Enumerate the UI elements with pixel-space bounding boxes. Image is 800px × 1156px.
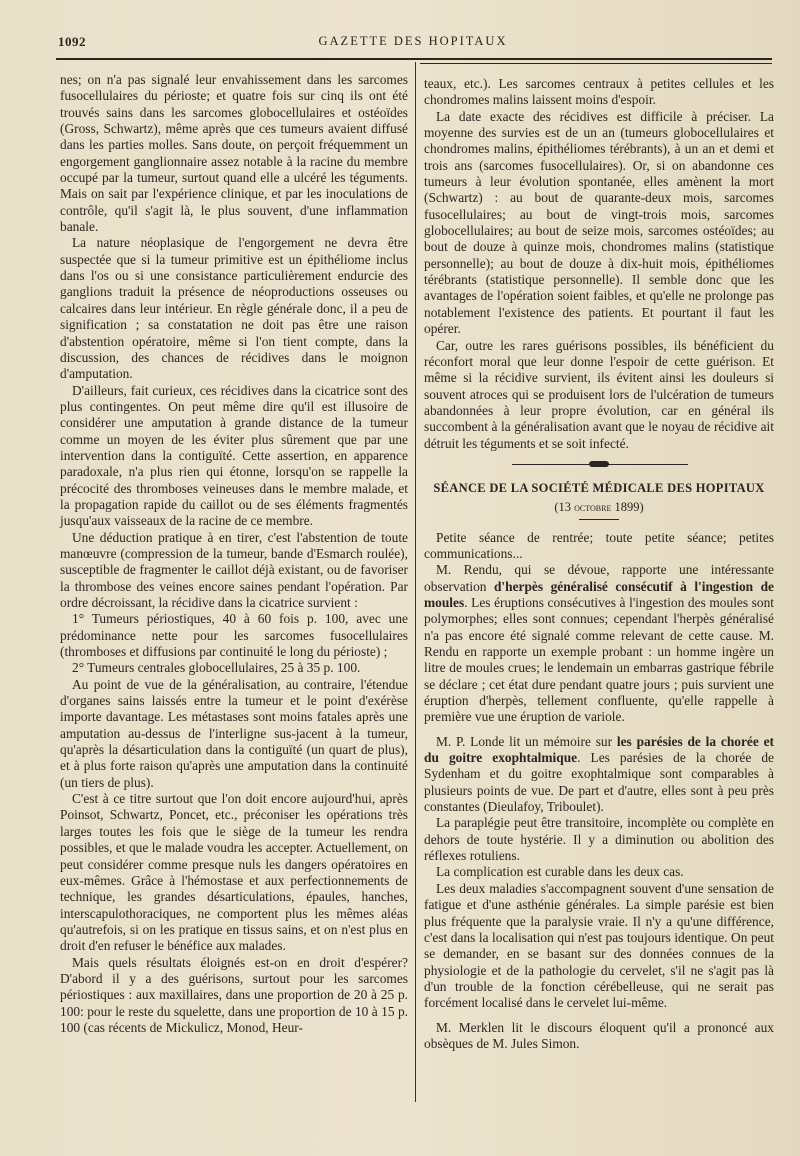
- journal-title: GAZETTE DES HOPITAUX: [318, 34, 508, 48]
- paragraph: C'est à ce titre surtout que l'on doit encore aujourd'hui, après Poinsot, Schwartz, Poncet, etc., préconiser les opérations très larges toutes les fois que le siège de la tumeur les rendra possibles, et que le malade voudra les accepter. Actuellement, on peut considérer comme presque nuls les dangers opératoires en eux-mêmes. Grâce à l'hémostase et aux perfectionnements de technique, les grandes désarticulations, épaules, hanches, interscapulothoraciques, ne comportent plus les mêmes aléas qu'autrefois, si on les pratique en tissus sains, et on n'est plus en droit d'en refuser le bénéfice aux malades.: [60, 791, 408, 954]
- section-short-rule: [579, 519, 619, 520]
- paragraph: Au point de vue de la généralisation, au contraire, l'étendue d'organes sains laissés entre la tumeur et le point d'exérèse importe davantage. Les métastases sont moins fatales après une amputation au-dessus de l'interligne sus-jacent à la tumeur, qu'après la désarticulation dans la contiguïté (un quart de plus), et à plus forte raison qu'après une amputation dans la continuité (un tiers de plus).: [60, 676, 408, 790]
- paragraph: La nature néoplasique de l'engorgement ne devra être suspectée que si la tumeur primitive est un épithéliome inclus dans l'os ou si une consistance particulièrement endurcie des ganglions traduit la présence de néoproductions osseuses ou calcaires dans leur intérieur. En règle générale donc, il a peu de signification ; sa constatation ne doit pas être une raison d'abstention opératoire, même si l'on tient compte, dans la discussion, des chances de récidives dans le moignon d'amputation.: [60, 235, 408, 382]
- paragraph: [424, 562, 774, 725]
- page-header: [58, 34, 768, 54]
- paragraph: D'ailleurs, fait curieux, ces récidives dans la cicatrice sont des plus contingentes. On peut même dire qu'il est illusoire de considérer une amputation à grande distance de la tumeur comme un moyen de les éviter plus sûrement que par une intervention dans la contiguïté. Cette assertion, en apparence paradoxale, n'a plus rien qui étonne, lorsqu'on se rappelle la précocité des thromboses veineuses dans le membre malade, et la propagation rapide du caillot ou de ses éléments fragmentés jusqu'aux vaisseaux de la racine de ce membre.: [60, 382, 408, 529]
- text-run: M. P. Londe lit un mémoire sur: [436, 733, 617, 749]
- paragraph: M. Merklen lit le discours éloquent qu'il a prononcé aux obsèques de M. Jules Simon.: [424, 1019, 774, 1051]
- text-run: . Les parésies de la chorée de Sydenham et du goitre exophtalmique sont comparables à plusieurs points de vue. De part et d'autre, elles sont à peu près constantes (Dieulafoy, Triboulet).: [424, 750, 774, 815]
- header-rule: [56, 58, 772, 60]
- paragraph: Une déduction pratique à en tirer, c'est l'abstention de toute manœuvre (compression de la tumeur, bande d'Esmarch roulée), susceptible de fragmenter le caillot déjà existant, ou de favoriser la thrombose des veines encore saines pendant l'opération. Par ordre décroissant, la récidive dans la cicatrice survient :: [60, 529, 408, 610]
- paragraph: Mais quels résultats éloignés est-on en droit d'espérer? D'abord il y a des guérisons, surtout pour les sarcomes périostiques : aux maxillaires, dans une proportion de 20 à 25 p. 100: pour le reste du squelette, dans une proportion de 10 à 15 p. 100 (cas récents de Mickulicz, Monod, Heur-: [60, 954, 408, 1035]
- list-item: 1° Tumeurs périostiques, 40 à 60 fois p. 100, avec une prédominance nette pour les sarcomes fusocellulaires (thromboses et diffusions par continuité le long du périoste) ;: [60, 611, 408, 660]
- paragraph: teaux, etc.). Les sarcomes centraux à petites cellules et les chondromes malins laissent moins d'espoir.: [424, 76, 774, 108]
- header-rule-secondary: [420, 63, 772, 64]
- bold-topic: d'herpès généralisé consécutif à l'ingestion de moules: [424, 578, 774, 610]
- list-item: 2° Tumeurs centrales globocellulaires, 25 à 35 p. 100.: [72, 660, 361, 676]
- paragraph: Les deux maladies s'accompagnent souvent d'une sensation de fatigue et d'une asthénie générales. La simple parésie est bien plus fréquente que la paralysie vraie. Il n'y a qu'une différence, c'est dans la localisation qui n'est pas toujours identique. On peut se demander, en se basant sur des données connues de la physiologie et de la pathologie du cervelet, s'il ne s'agit pas là d'un trouble de la fonction cérébelleuse, qui ne serait pas forcément localisé dans le cervelet lui-même.: [424, 880, 774, 1011]
- section-date-month: octobre: [574, 502, 612, 515]
- paragraph: Car, outre les rares guérisons possibles, ils bénéficient du réconfort moral que leur donne l'espoir de cette guérison. Et même si la récidive survient, ils évitent ainsi les douleurs si souvent atroces qui se produisent lors de l'ulcération de tumeurs abandonnées à leur propre évolution, car en général ils succombent à la généralisation avant que le noyau de récidive ait détruit les téguments et se soit infecté.: [424, 337, 774, 451]
- left-column: [60, 72, 408, 1036]
- bold-topic: les parésies de la chorée et du goitre exophtalmique: [424, 733, 775, 766]
- section-date-suffix: 1899): [611, 500, 644, 515]
- paragraph: Petite séance de rentrée; toute petite séance; petites communications...: [424, 529, 774, 561]
- section-date: [424, 499, 774, 516]
- paragraph: La paraplégie peut être transitoire, incomplète ou complète en dehors de toute hystérie. Il y a diminution ou abolition des réflexes rotuliens.: [424, 815, 774, 864]
- text-run: . Les éruptions consécutives à l'ingestion des moules sont polymorphes; elles sont connues; cependant l'herpès généralisé n'a pas encore été signalé comme relevant de cette cause. M. Rendu en rapporte un exemple probant : un homme ingère un litre de moules crues; le lendemain un embarras gastrique fébrile se déclare ; cet état dure pendant quatre jours ; puis survient une éruption d'herpès, tellement confluente, qu'elle rappelle à première vue une éruption de variole.: [424, 594, 774, 725]
- paragraph: [424, 734, 774, 816]
- paragraph: nes; on n'a pas signalé leur envahissement dans les sarcomes fusocellulaires du périoste; et quatre fois sur cinq ils ont été trouvés sains dans les sarcomes globocellulaires et ostéoïdes (Gross, Schwartz), même après que ces tumeurs avaient diffusé dans les parties molles. Sans doute, on perçoit fréquemment un engorgement ganglionnaire assez notable à la racine du membre occupé par la tumeur, surtout quand elle a ulcéré les téguments. Mais on sait par l'expérience clinique, et par les inoculations de contrôle, qu'il s'agit là, le plus souvent, d'une inflammation banale.: [60, 72, 408, 235]
- paragraph: La date exacte des récidives est difficile à préciser. La moyenne des survies est de un an (tumeurs globocellulaires et chondromes malins, épithéliomes térébrants), à un an et demi et trois ans (sarcomes fusocellulaires). Or, si on abandonne ces tumeurs à leur évolution spontanée, elles amènent la mort (Schwartz) : au bout de quarante-deux mois, sarcomes fusocellulaires; au bout de vingt-trois mois, sarcomes globocellulaires; au bout de seize mois, sarcomes ostéoïdes; au bout de douze à quinze mois, chondromes malins (statistique personnelle); au bout de douze à dix-huit mois, épithéliomes térébrants (statistique personnelle). Il semble donc que les avantages de l'opération soient faibles, et qu'elle ne prolonge pas notablement l'existence des patients. Et pourtant il faut les opérer.: [424, 108, 774, 337]
- divider-dot: [589, 461, 609, 467]
- column-divider: [415, 62, 416, 1102]
- page-number: 1092: [58, 34, 86, 49]
- paragraph: La complication est curable dans les deux cas.: [436, 864, 684, 880]
- section-title: SÉANCE DE LA SOCIÉTÉ MÉDICALE DES HOPITAUX: [433, 480, 765, 495]
- section-divider-ornament: [424, 460, 774, 470]
- right-column: [424, 76, 774, 1052]
- section-date-prefix: (13: [554, 500, 575, 515]
- text-run: M. Rendu, qui se dévoue, rapporte une intéressante observation: [424, 562, 774, 594]
